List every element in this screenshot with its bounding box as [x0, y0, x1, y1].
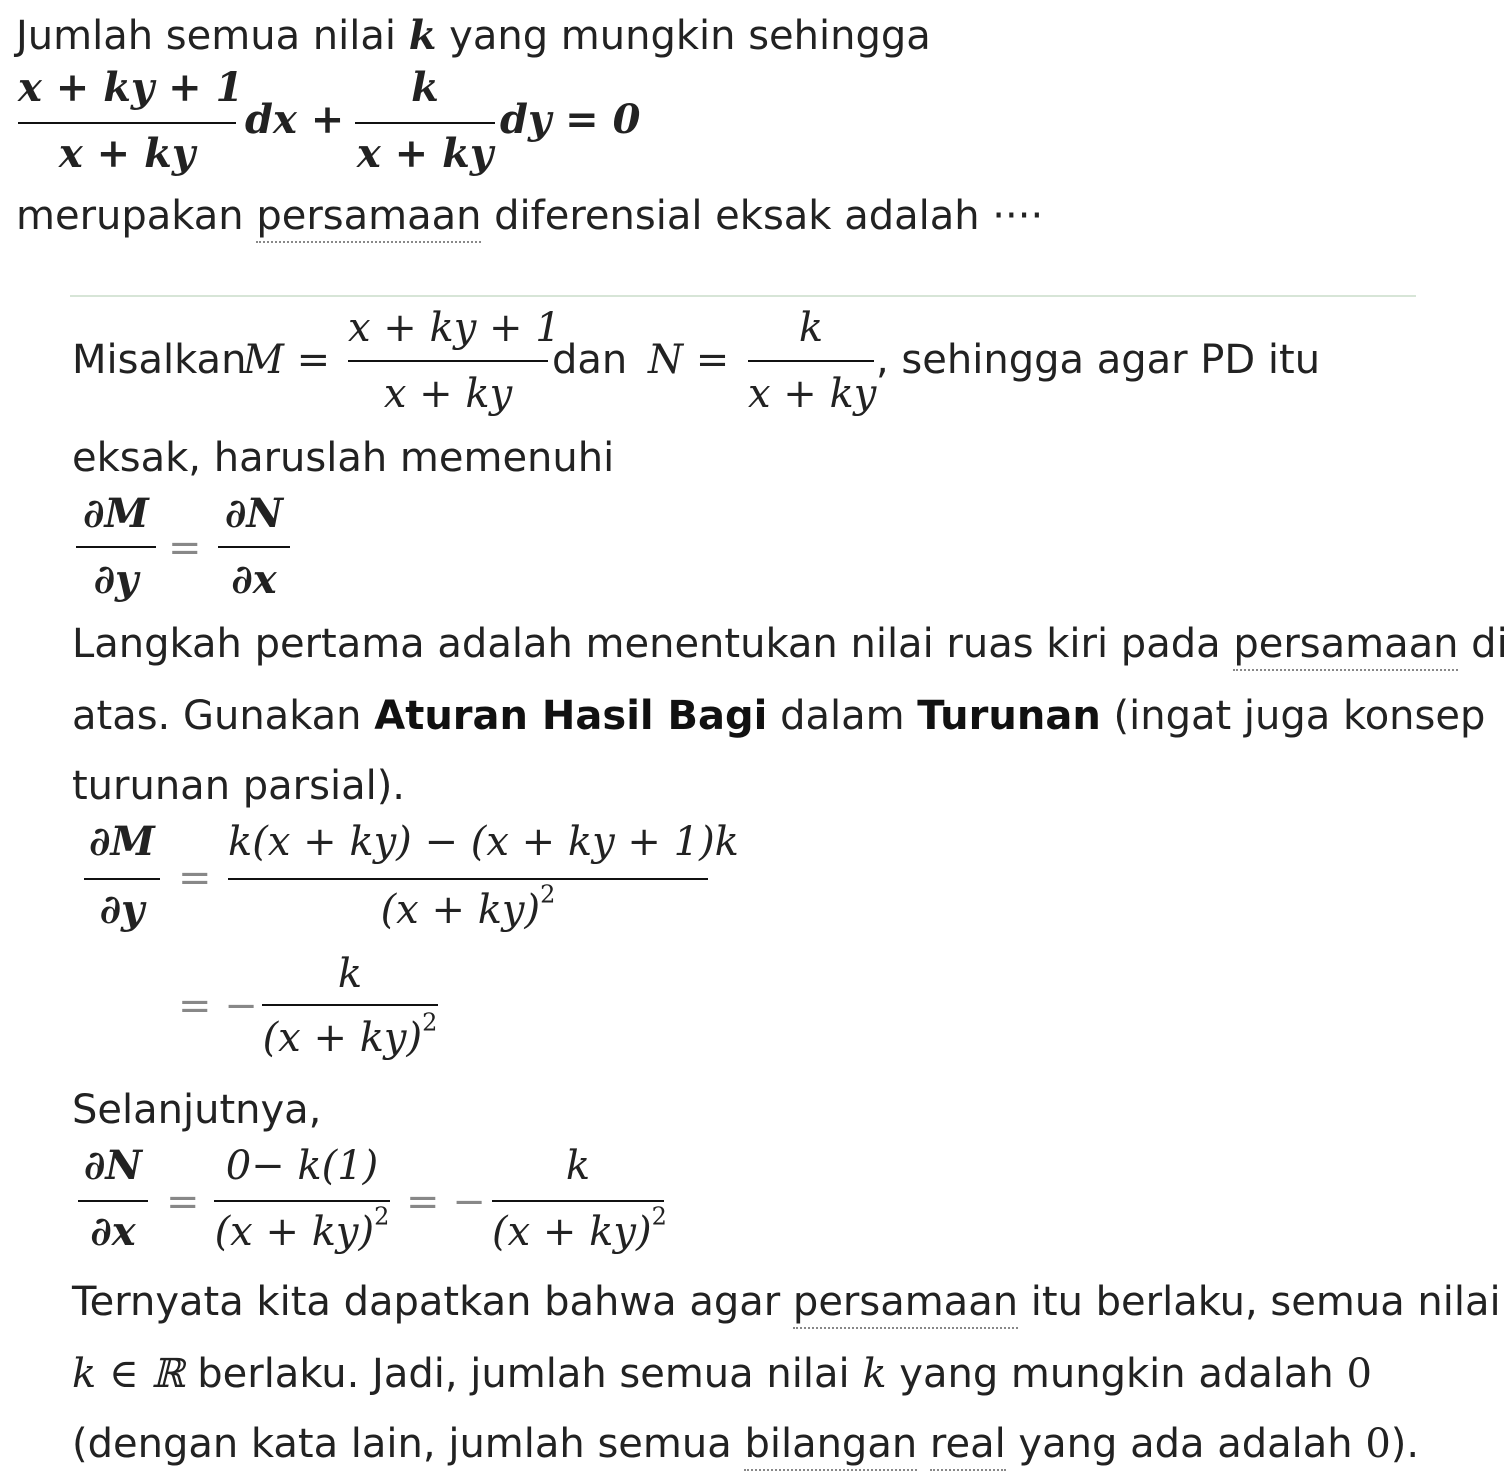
M-numerator: x + ky + 1	[348, 305, 561, 351]
dN-equals: =	[166, 1179, 200, 1225]
conclusion-line-1	[72, 1279, 1501, 1325]
eq-fraction-bar-1	[18, 122, 236, 124]
dM-rhs-den-base: (x + ky)	[380, 887, 541, 933]
persamaan-link-2[interactable]: persamaan	[1233, 621, 1458, 671]
section-divider	[70, 295, 1416, 297]
dan-text: dan	[552, 337, 628, 383]
eq-denominator-1: x + ky	[58, 130, 196, 177]
dN-lhs-num: ∂N	[84, 1142, 142, 1189]
dM-rhs-den	[228, 880, 708, 933]
dM-rhs-num: k(x + ky) − (x + ky + 1)k	[228, 819, 739, 865]
M-fraction-bar	[348, 360, 548, 362]
dN-rhs-num: k	[565, 1143, 591, 1189]
aturan-hasil-bagi: Aturan Hasil Bagi	[374, 693, 768, 739]
real-link[interactable]: real	[930, 1421, 1006, 1471]
dN-rhs-den-base: (x + ky)	[492, 1209, 652, 1255]
p1-text-b: di	[1458, 621, 1508, 667]
var-k-2: k	[862, 1351, 887, 1397]
cond-den-right: ∂x	[231, 556, 277, 603]
p1-text-d: dalam	[767, 693, 918, 739]
dM-rhs2-bar	[262, 1004, 438, 1006]
bilangan-link[interactable]: bilangan	[744, 1421, 917, 1471]
dM-equals: =	[178, 855, 212, 901]
N-fraction-bar	[748, 360, 874, 362]
c3-text-b: yang ada adalah	[1005, 1421, 1366, 1467]
question-line3-post: diferensial eksak adalah ····	[481, 193, 1044, 239]
cond-den-left: ∂y	[93, 556, 139, 603]
M-denominator: x + ky	[383, 371, 513, 417]
dM-rhs-bar	[228, 878, 708, 880]
M-def: M =	[243, 337, 331, 383]
question-line-1	[16, 12, 931, 59]
question-line3-pre: merupakan	[16, 193, 257, 239]
dN-equals-2: = −	[406, 1179, 486, 1225]
dN-rhs-bar	[492, 1200, 664, 1202]
dN-rhs-den-sq: 2	[651, 1202, 667, 1231]
c2-text-b: yang mungkin adalah	[886, 1351, 1347, 1397]
paragraph-1-line-2	[72, 693, 1486, 739]
dM-rhs-den-sq: 2	[540, 880, 556, 909]
dM-rhs2-den	[262, 1008, 438, 1061]
c1-text-a: Ternyata kita dapatkan bahwa agar	[72, 1279, 793, 1325]
var-k: k	[408, 12, 437, 59]
cond-bar-right	[218, 546, 290, 548]
cond-equals: =	[168, 525, 202, 571]
dM-rhs2-den-base: (x + ky)	[262, 1015, 423, 1061]
k-in-R: k ∈ ℝ	[72, 1351, 185, 1397]
persamaan-link[interactable]: persamaan	[256, 193, 481, 243]
eq-denominator-2: x + ky	[356, 130, 494, 177]
N-numerator: k	[798, 305, 824, 351]
persamaan-link-3[interactable]: persamaan	[793, 1279, 1018, 1329]
p1-text-a: Langkah pertama adalah menentukan nilai ruas kiri pada	[72, 621, 1234, 667]
paragraph-1-line-1	[72, 621, 1508, 667]
c1-text-b: itu berlaku, semua nilai	[1018, 1279, 1501, 1325]
dM-lhs-num: ∂M	[89, 818, 155, 865]
solution-intro-pre: Misalkan	[72, 337, 247, 383]
solution-intro-line-2: eksak, haruslah memenuhi	[72, 435, 615, 481]
dN-lhs-bar	[78, 1200, 148, 1202]
question-prefix: Jumlah semua nilai	[16, 13, 409, 59]
dM-lhs-bar	[84, 878, 160, 880]
question-line-3	[16, 193, 1044, 239]
cond-num-left: ∂M	[83, 490, 149, 537]
conclusion-line-3	[72, 1421, 1420, 1467]
dM-equals-2: = −	[178, 983, 258, 1029]
dN-mid-den-base: (x + ky)	[214, 1209, 375, 1255]
dM-rhs2-num: k	[337, 951, 363, 997]
dN-mid-num: 0− k(1)	[225, 1143, 379, 1189]
dM-lhs-den: ∂y	[99, 886, 145, 933]
solution-intro-post: , sehingga agar PD itu	[876, 337, 1321, 383]
c3-text-a: (dengan kata lain, jumlah semua	[72, 1421, 745, 1467]
dN-mid-bar	[214, 1200, 390, 1202]
question-suffix: yang mungkin sehingga	[436, 13, 931, 59]
zero-1: 0	[1346, 1351, 1372, 1397]
N-def: N =	[648, 337, 730, 383]
selanjutnya-text: Selanjutnya,	[72, 1087, 322, 1133]
dN-lhs-den: ∂x	[90, 1208, 136, 1255]
c3-space	[917, 1421, 930, 1467]
turunan-label: Turunan	[917, 693, 1101, 739]
dM-rhs2-den-sq: 2	[422, 1008, 438, 1037]
N-denominator: x + ky	[748, 371, 877, 417]
zero-2: 0	[1365, 1421, 1391, 1467]
paragraph-1-line-3: turunan parsial).	[72, 763, 406, 809]
p1-text-e: (ingat juga konsep	[1100, 693, 1486, 739]
cond-num-right: ∂N	[225, 490, 283, 537]
dN-rhs-den	[492, 1202, 667, 1255]
eq-fraction-bar-2	[355, 122, 495, 124]
c3-text-c: ).	[1390, 1421, 1420, 1467]
dN-mid-den	[214, 1202, 390, 1255]
conclusion-line-2	[72, 1351, 1372, 1397]
cond-bar-left	[76, 546, 156, 548]
c2-text-a: berlaku. Jadi, jumlah semua nilai	[184, 1351, 863, 1397]
p1-text-c: atas. Gunakan	[72, 693, 375, 739]
eq-dx: dx +	[245, 96, 345, 143]
dN-mid-den-sq: 2	[374, 1202, 390, 1231]
eq-numerator-1: x + ky + 1	[18, 64, 244, 111]
eq-dy: dy = 0	[500, 96, 641, 143]
eq-numerator-2: k	[411, 64, 439, 111]
